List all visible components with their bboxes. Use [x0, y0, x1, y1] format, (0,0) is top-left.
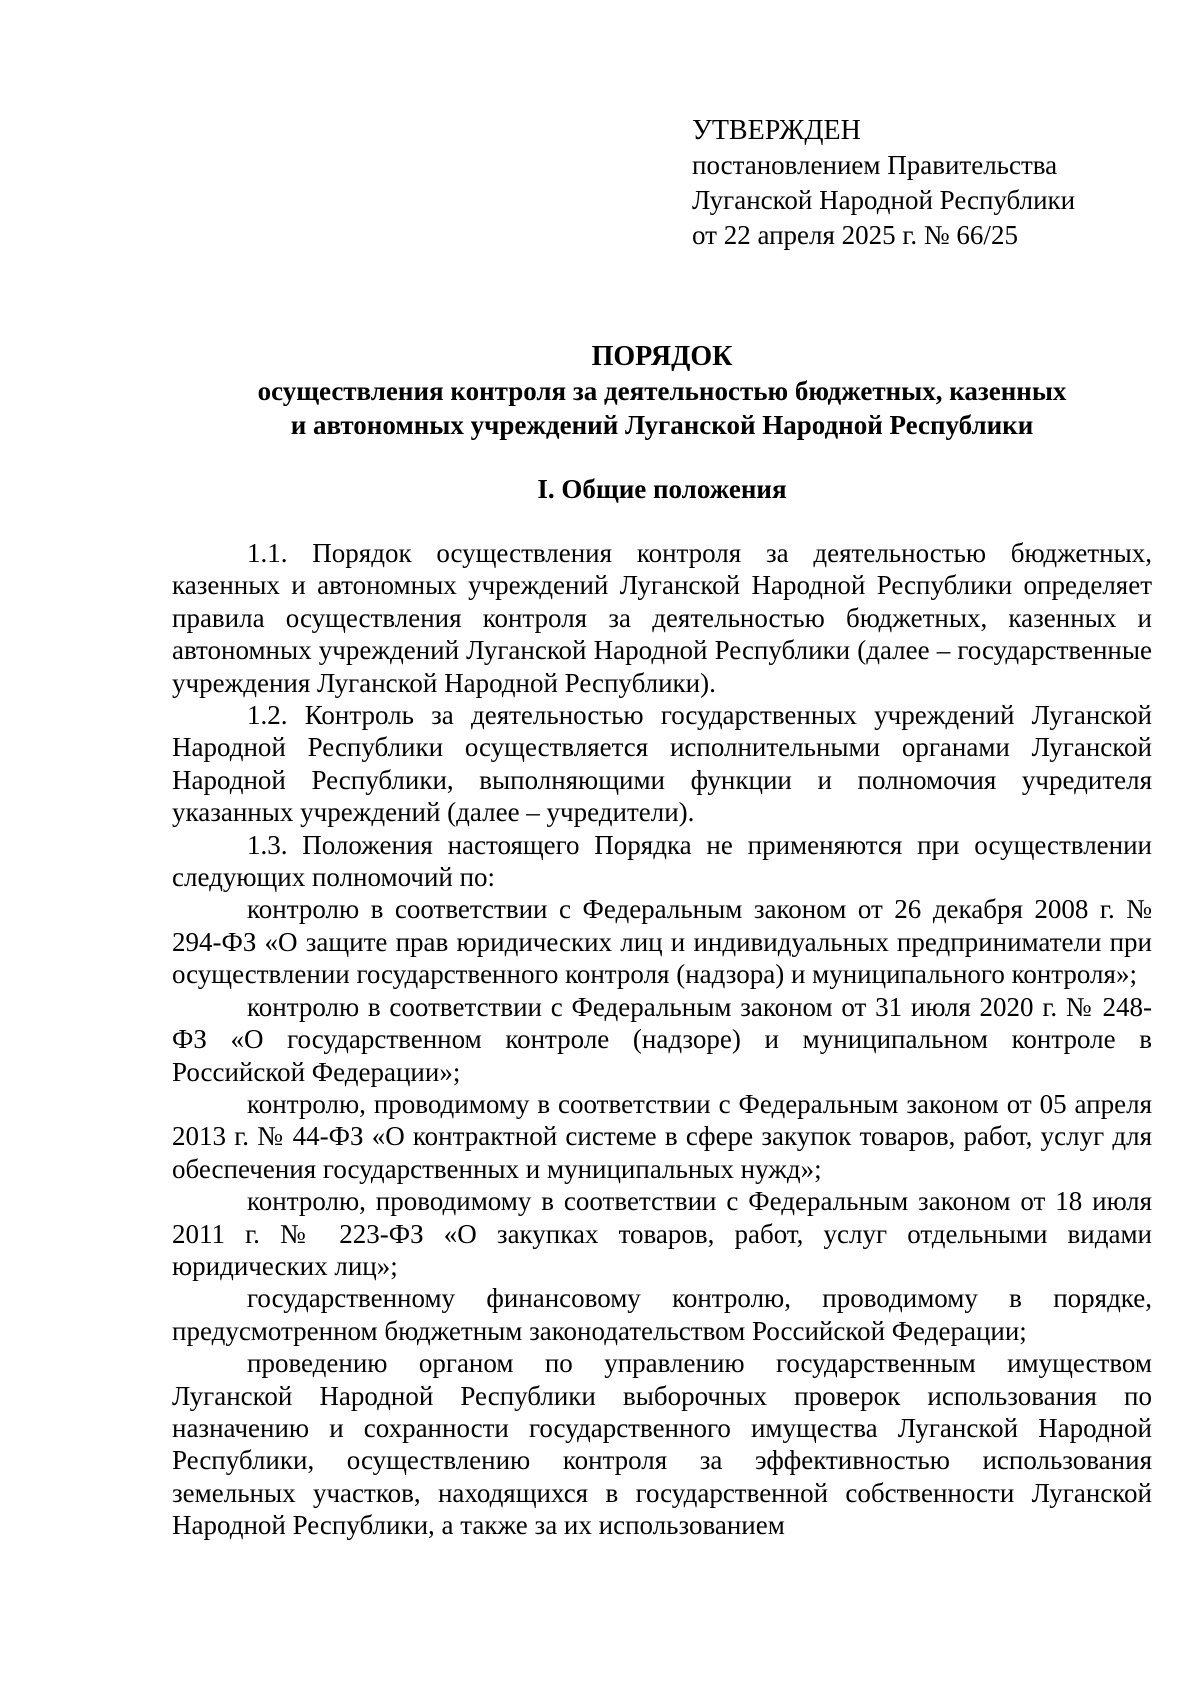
paragraph-item-294fz: контролю в соответствии с Федеральным законом от 26 декабря 2008 г. № 294-ФЗ «О защите прав юридических лиц и индивидуальных предприниматели при осуществлении государственного контроля (надзора) и муниципального контроля»;	[172, 894, 1152, 990]
document-subtitle-line-2: и автономных учреждений Луганской Народной Республики	[290, 410, 1034, 440]
paragraph-item-financial-control: государственному финансовому контролю, проводимому в порядке, предусмотренном бюджетным законодательством Российской Федерации;	[172, 1283, 1152, 1346]
paragraph-item-44fz: контролю, проводимому в соответствии с Федеральным законом от 05 апреля 2013 г. № 44-ФЗ «О контрактной системе в сфере закупок товаров, работ, услуг для обеспечения государственных и муниципальных нужд»;	[172, 1088, 1152, 1184]
paragraph-item-223fz: контролю, проводимому в соответствии с Федеральным законом от 18 июля 2011 г. № 223-ФЗ «О закупках товаров, работ, услуг отдельными видами юридических лиц»;	[172, 1186, 1152, 1281]
approval-line-republic: Луганской Народной Республики	[692, 185, 1076, 215]
document-body	[172, 537, 1152, 1542]
paragraph-1-2: 1.2. Контроль за деятельностью государственных учреждений Луганской Народной Республики осуществляется исполнительными органами Луганской Народной Республики, выполняющими функции и полномочия учредителя указанных учреждений (далее – учредители).	[172, 700, 1152, 828]
approval-line-date-number: от 22 апреля 2025 г. № 66/25	[692, 220, 1018, 250]
paragraph-1-3: 1.3. Положения настоящего Порядка не применяются при осуществлении следующих полномочий по:	[172, 829, 1152, 893]
document-title: ПОРЯДОК	[591, 341, 733, 372]
approval-heading: УТВЕРЖДЕН	[692, 115, 861, 146]
document-title-block	[172, 340, 1152, 442]
paragraph-item-property-control: проведению органом по управлению государственным имуществом Луганской Народной Республики выборочных проверок использования по назначению и сохранности государственного имущества Луганской Народной Республики, осуществлению контроля за эффективностью использования земельных участков, находящихся в государственной собственности Луганской Народной Республики, а также за их использованием	[172, 1348, 1152, 1541]
paragraph-1-1: 1.1. Порядок осуществления контроля за деятельностью бюджетных, казенных и автономных учреждений Луганской Народной Республики определяет правила осуществления контроля за деятельностью бюджетных, казенных и автономных учреждений Луганской Народной Республики (далее – государственные учреждения Луганской Народной Республики).	[172, 538, 1152, 698]
paragraph-item-248fz: контролю в соответствии с Федеральным законом от 31 июля 2020 г. № 248-ФЗ «О государственном контроле (надзоре) и муниципальном контроле в Российской Федерации»;	[172, 991, 1152, 1087]
document-subtitle-line-1: осуществления контроля за деятельностью бюджетных, казенных	[257, 376, 1067, 406]
section-heading: I. Общие положения	[537, 474, 787, 504]
approval-stamp	[692, 113, 1162, 253]
approval-line-resolution: постановлением Правительства	[692, 150, 1058, 180]
